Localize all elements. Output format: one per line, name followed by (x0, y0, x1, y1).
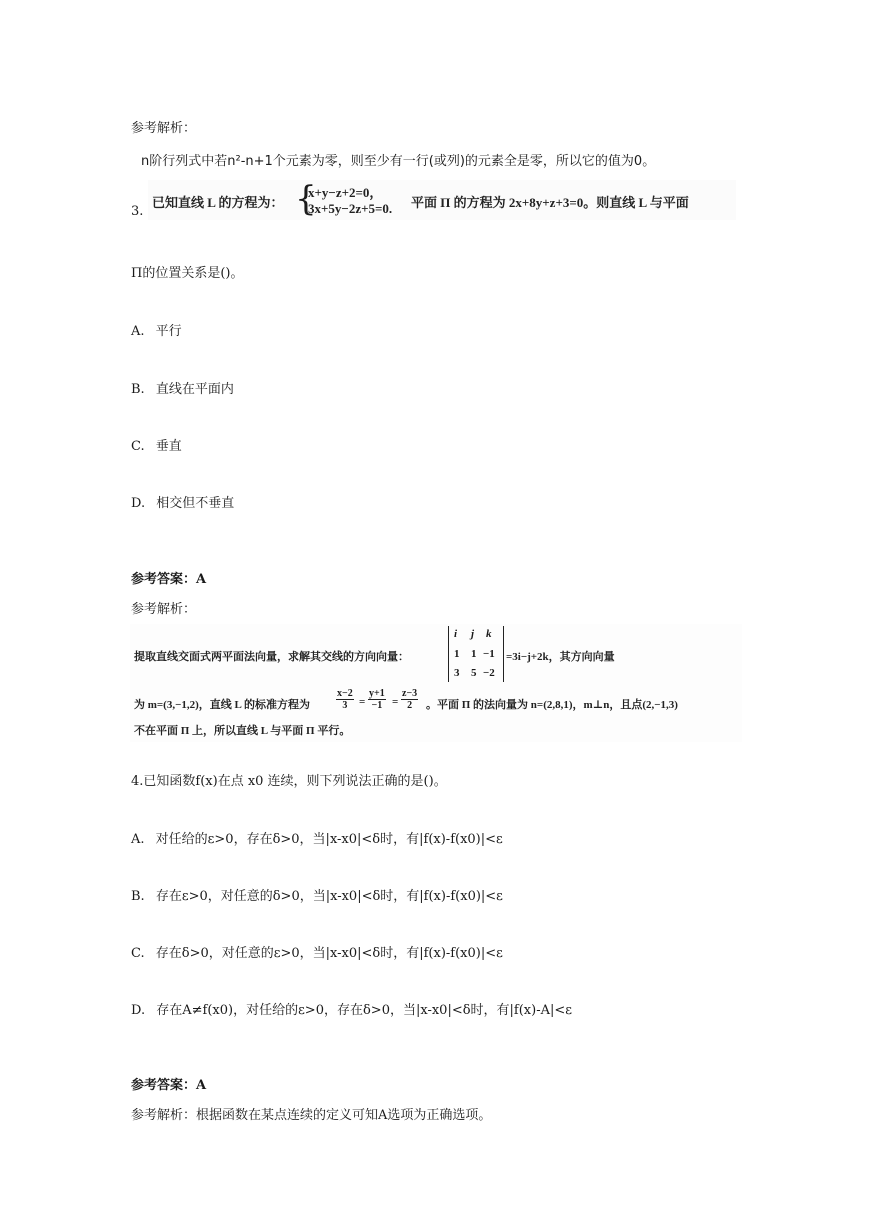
matrix-cell: i (454, 628, 458, 640)
option-a (131, 320, 182, 339)
question-image-prefix: 已知直线 L 的方程为： (152, 195, 284, 210)
option-label: B. (131, 382, 145, 397)
matrix-cell: 1 (471, 648, 477, 660)
option-text: 直线在平面内 (155, 382, 234, 397)
matrix-cell: 5 (471, 667, 477, 679)
option-text: 对任给的ε>0，存在δ>0，当|x-x0|<δ时，有|f(x)-f(x0)|<ε (155, 832, 503, 847)
question-image-suffix: 平面 Π 的方程为 2x+8y+z+3=0。则直线 L 与平面 (411, 195, 689, 210)
fraction (368, 688, 386, 711)
matrix-cell: −1 (483, 648, 495, 660)
option-d (131, 492, 234, 511)
solution-line-1-prefix: 提取直线交面式两平面法向量，求解其交线的方向向量： (134, 651, 409, 663)
question-image (148, 180, 736, 220)
analysis-text: 参考解析：根据函数在某点连续的定义可知A选项为正确选项。 (131, 1108, 492, 1123)
analysis-label: 参考解析： (131, 602, 197, 617)
fraction-numerator: y+1 (369, 688, 385, 699)
fraction-numerator: z−3 (402, 688, 418, 699)
option-label: A. (131, 832, 145, 847)
equals-sign: = (392, 696, 399, 708)
determinant-bar-left (448, 626, 449, 682)
option-label: C. (131, 946, 145, 961)
option-label: B. (131, 889, 145, 904)
fraction-denominator: 3 (342, 700, 348, 711)
fraction (401, 688, 418, 711)
option-text: 存在A≠f(x0)，对任给的ε>0，存在δ>0，当|x-x0|<δ时，有|f(x)-A|<ε (156, 1003, 572, 1018)
option-label: D. (131, 496, 146, 511)
matrix-cell: −2 (483, 667, 495, 679)
option-c (131, 435, 182, 454)
option-label: A. (131, 324, 145, 339)
solution-line-2-suffix: 。平面 Π 的法向量为 n=(2,8,1)，m⊥n，且点(2,−1,3) (426, 699, 678, 711)
analysis-label: 参考解析： (131, 121, 197, 136)
answer-label: 参考答案：A (131, 1078, 207, 1093)
analysis-text: n阶行列式中若n²-n+1个元素为零，则至少有一行(或列)的元素全是零，所以它的值为0。 (141, 154, 656, 169)
equation-1: x+y−z+2=0， (308, 185, 383, 200)
solution-image (130, 624, 742, 742)
matrix-cell: 1 (454, 648, 460, 660)
question-stem: Π的位置关系是()。 (131, 266, 244, 281)
equation-2: 3x+5y−2z+5=0. (308, 201, 393, 216)
option-b (131, 885, 503, 904)
option-c (131, 942, 503, 961)
fraction-numerator: x−2 (337, 688, 353, 699)
solution-line-1-suffix: =3i−j+2k，其方向向量 (506, 651, 615, 663)
question-number: 3. (131, 204, 144, 219)
solution-line-2-prefix: 为 m=(3,−1,2)，直线 L 的标准方程为 (134, 699, 311, 711)
option-label: C. (131, 439, 145, 454)
option-text: 相交但不垂直 (156, 496, 235, 511)
option-d (131, 999, 572, 1018)
fraction-denominator: −1 (371, 700, 383, 711)
option-text: 存在ε>0，对任意的δ>0，当|x-x0|<δ时，有|f(x)-f(x0)|<ε (155, 889, 503, 904)
fraction-denominator: 2 (407, 700, 413, 711)
fraction (336, 688, 354, 711)
option-text: 平行 (155, 324, 182, 339)
matrix-cell: j (471, 628, 475, 640)
answer-label: 参考答案：A (131, 572, 207, 587)
option-text: 垂直 (155, 439, 182, 454)
option-text: 存在δ>0，对任意的ε>0，当|x-x0|<δ时，有|f(x)-f(x0)|<ε (155, 946, 503, 961)
option-label: D. (131, 1003, 146, 1018)
brace-symbol: { (295, 179, 317, 219)
option-a (131, 828, 503, 847)
solution-line-3: 不在平面 Π 上，所以直线 L 与平面 Π 平行。 (134, 725, 351, 737)
equals-sign: = (359, 696, 366, 708)
matrix-cell: 3 (454, 667, 460, 679)
option-b (131, 378, 234, 397)
question-stem: 4.已知函数f(x)在点 x0 连续，则下列说法正确的是()。 (131, 774, 447, 789)
determinant-bar-right (503, 626, 504, 682)
matrix-cell: k (486, 628, 492, 640)
